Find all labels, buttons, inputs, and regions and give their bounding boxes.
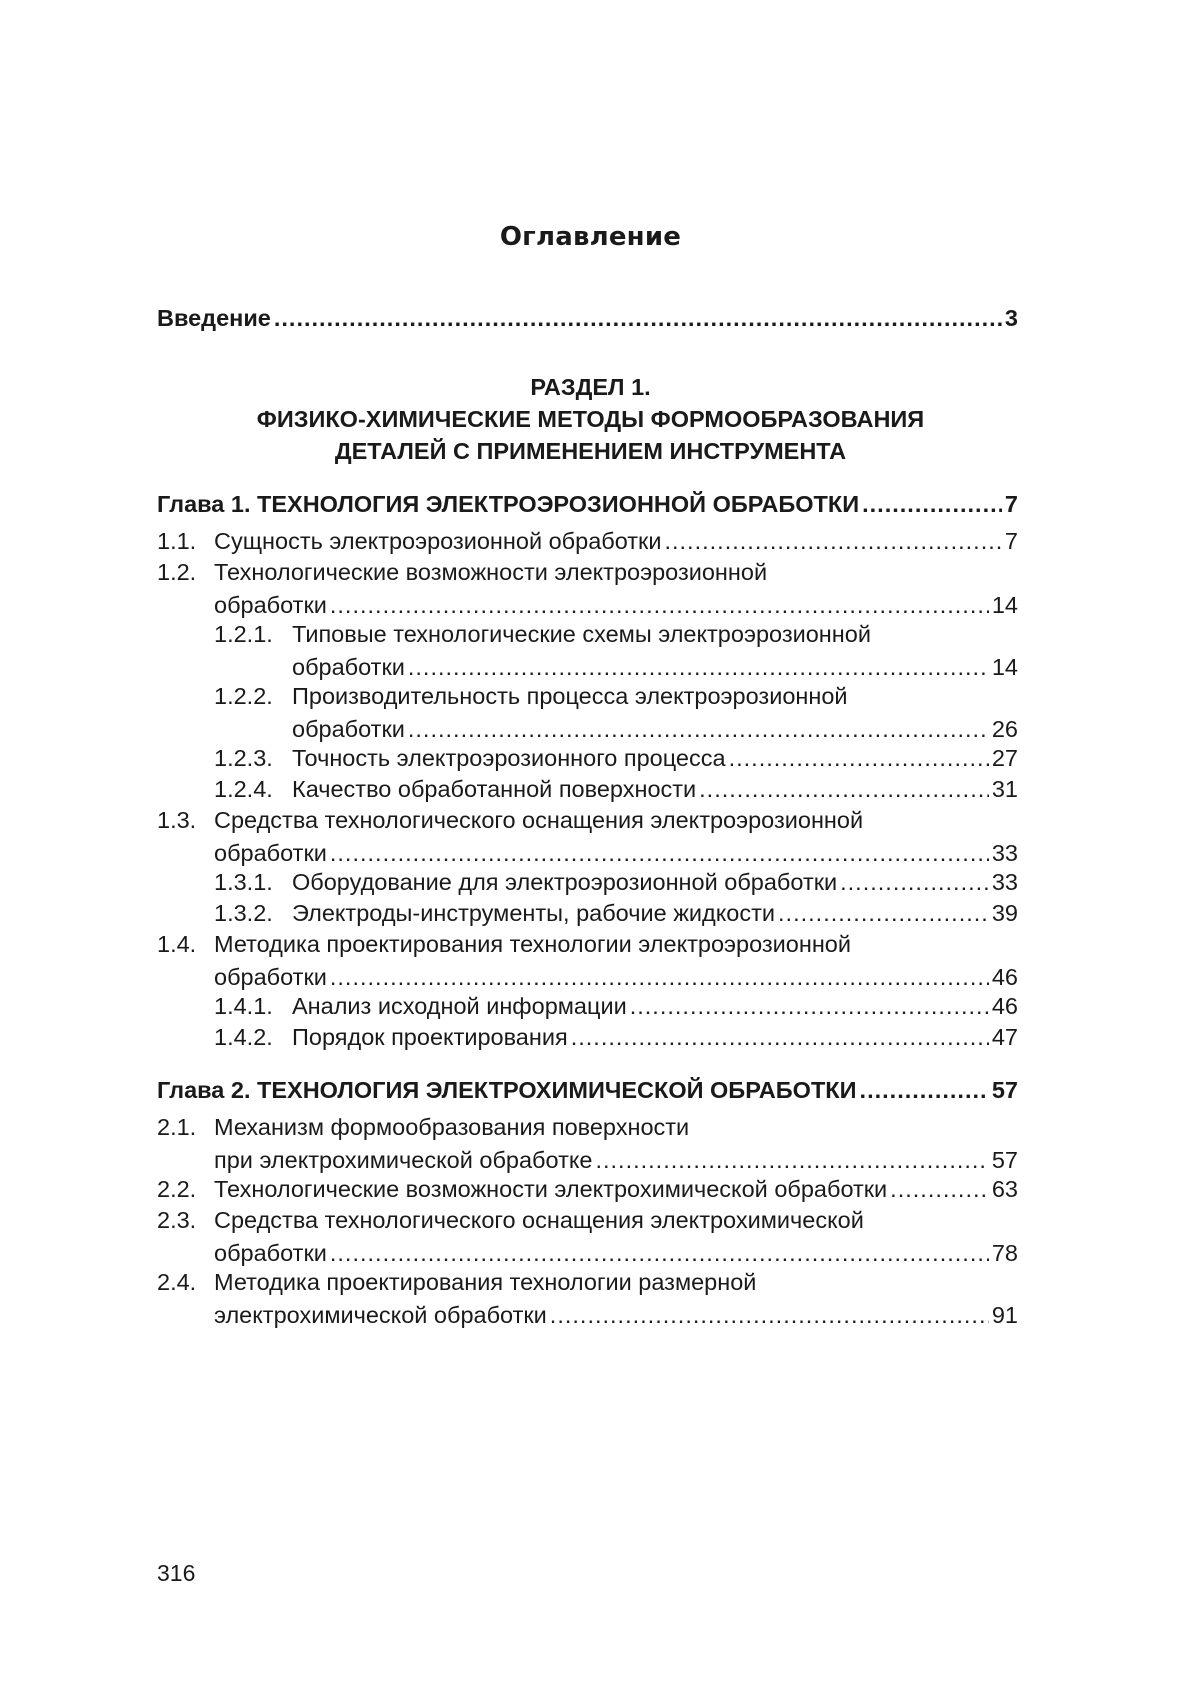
toc-number: 2.1. — [157, 1114, 197, 1140]
toc-entry-1-1[interactable] — [157, 525, 1018, 558]
toc-label-line1: Производительность процесса электроэрозионной — [292, 683, 848, 709]
leader-dots — [862, 488, 1002, 521]
toc-label: Качество обработанной поверхности — [292, 776, 697, 802]
leader-dots — [699, 773, 989, 806]
toc-page: 78 — [991, 1240, 1018, 1266]
page-number: 316 — [157, 1560, 196, 1586]
toc-entry-1-2-1[interactable] — [157, 618, 1018, 684]
toc-label: Введение — [157, 305, 271, 331]
toc-number: 1.4. — [157, 931, 197, 957]
toc-page: 57 — [991, 1147, 1018, 1173]
toc-page: 3 — [1004, 305, 1018, 331]
toc-entry-1-4[interactable] — [157, 928, 1018, 994]
leader-dots — [550, 1299, 989, 1332]
leader-dots — [890, 1173, 989, 1206]
leader-dots — [571, 1021, 989, 1054]
toc-label-line1: Типовые технологические схемы электроэрозионной — [292, 621, 871, 647]
toc-label: Оборудование для электроэрозионной обработки — [292, 869, 838, 895]
toc-entry-1-2-3[interactable] — [157, 742, 1018, 775]
toc-number: 1.3. — [157, 807, 197, 833]
toc-page: 91 — [991, 1302, 1018, 1328]
toc-number: 1.4.1. — [214, 993, 273, 1019]
leader-dots — [630, 990, 989, 1023]
toc-page: 57 — [991, 1077, 1018, 1103]
toc-page: 47 — [991, 1024, 1018, 1050]
toc-entry-1-2-4[interactable] — [157, 773, 1018, 806]
toc-number: 1.2.1. — [214, 621, 273, 647]
toc-number: 1.2.2. — [214, 683, 273, 709]
toc-entry-2-4[interactable] — [157, 1266, 1018, 1332]
toc-chapter-1[interactable] — [157, 488, 1018, 521]
toc-entry-2-2[interactable] — [157, 1173, 1018, 1206]
toc-entry-2-1[interactable] — [157, 1111, 1018, 1177]
toc-label-line2: обработки — [214, 840, 327, 866]
leader-dots — [778, 897, 989, 930]
toc-page: 14 — [991, 654, 1018, 680]
toc-label-line1: Средства технологического оснащения электрохимической — [214, 1207, 864, 1233]
toc-number: 1.1. — [157, 528, 197, 554]
toc-label: Электроды-инструменты, рабочие жидкости — [292, 900, 776, 926]
leader-dots — [840, 866, 989, 899]
toc-page: 33 — [991, 840, 1018, 866]
toc-page: 31 — [991, 776, 1018, 802]
leader-dots — [274, 302, 1002, 335]
toc-label: Глава 1. ТЕХНОЛОГИЯ ЭЛЕКТРОЭРОЗИОННОЙ ОБРАБОТКИ — [157, 491, 860, 517]
toc-label: Порядок проектирования — [292, 1024, 568, 1050]
leader-dots — [860, 1074, 989, 1107]
toc-page: 39 — [991, 900, 1018, 926]
toc-page: 46 — [991, 964, 1018, 990]
section-heading-line1: РАЗДЕЛ 1. — [530, 374, 651, 400]
toc-label-line1: Технологические возможности электроэрозионной — [214, 559, 768, 585]
section-heading-line2: ФИЗИКО-ХИМИЧЕСКИЕ МЕТОДЫ ФОРМООБРАЗОВАНИЯ — [256, 406, 925, 432]
toc-label-line2: обработки — [214, 592, 327, 618]
toc-label-line1: Методика проектирования технологии электроэрозионной — [214, 931, 852, 957]
toc-page: 27 — [991, 745, 1018, 771]
toc-entry-1-3-1[interactable] — [157, 866, 1018, 899]
toc-page: 7 — [1004, 491, 1018, 517]
toc-entry-1-2-2[interactable] — [157, 680, 1018, 746]
toc-label-line2: электрохимической обработки — [214, 1302, 547, 1328]
toc-page: 14 — [991, 592, 1018, 618]
toc-page: 26 — [991, 716, 1018, 742]
section-heading-line3: ДЕТАЛЕЙ С ПРИМЕНЕНИЕМ ИНСТРУМЕНТА — [334, 438, 847, 464]
toc-label-line2: обработки — [214, 1240, 327, 1266]
toc-number: 2.2. — [157, 1176, 197, 1202]
toc-page: 7 — [1004, 528, 1018, 554]
toc-label-line2: при электрохимической обработке — [214, 1147, 593, 1173]
toc-number: 2.3. — [157, 1207, 197, 1233]
toc-entry-1-3-2[interactable] — [157, 897, 1018, 930]
toc-entry-1-3[interactable] — [157, 804, 1018, 870]
toc-number: 1.2. — [157, 559, 197, 585]
toc-label: Анализ исходной информации — [292, 993, 627, 1019]
toc-number: 1.2.4. — [214, 776, 273, 802]
toc-label: Глава 2. ТЕХНОЛОГИЯ ЭЛЕКТРОХИМИЧЕСКОЙ ОБРАБОТКИ — [157, 1077, 857, 1103]
toc-page: 63 — [991, 1176, 1018, 1202]
toc-number: 1.4.2. — [214, 1024, 273, 1050]
toc-label: Технологические возможности электрохимической обработки — [214, 1176, 888, 1202]
toc-page: 33 — [991, 869, 1018, 895]
toc-label-line2: обработки — [292, 654, 405, 680]
toc-entry-1-2[interactable] — [157, 556, 1018, 622]
toc-intro[interactable] — [157, 302, 1018, 335]
toc-label-line2: обработки — [214, 964, 327, 990]
toc-number: 1.3.1. — [214, 869, 273, 895]
toc-page: 46 — [991, 993, 1018, 1019]
page-title: Оглавление — [499, 222, 682, 252]
toc-label: Точность электроэрозионного процесса — [292, 745, 726, 771]
toc-label-line1: Средства технологического оснащения электроэрозионной — [214, 807, 864, 833]
toc-entry-2-3[interactable] — [157, 1204, 1018, 1270]
toc-chapter-2[interactable] — [157, 1074, 1018, 1107]
toc-number: 2.4. — [157, 1269, 197, 1295]
toc-number: 1.2.3. — [214, 745, 273, 771]
toc-label-line2: обработки — [292, 716, 405, 742]
leader-dots — [664, 525, 1001, 558]
toc-number: 1.3.2. — [214, 900, 273, 926]
toc-label-line1: Методика проектирования технологии размерной — [214, 1269, 757, 1295]
leader-dots — [729, 742, 989, 775]
toc-entry-1-4-1[interactable] — [157, 990, 1018, 1023]
toc-entry-1-4-2[interactable] — [157, 1021, 1018, 1054]
toc-label-line1: Механизм формообразования поверхности — [214, 1114, 690, 1140]
toc-label: Сущность электроэрозионной обработки — [214, 528, 662, 554]
